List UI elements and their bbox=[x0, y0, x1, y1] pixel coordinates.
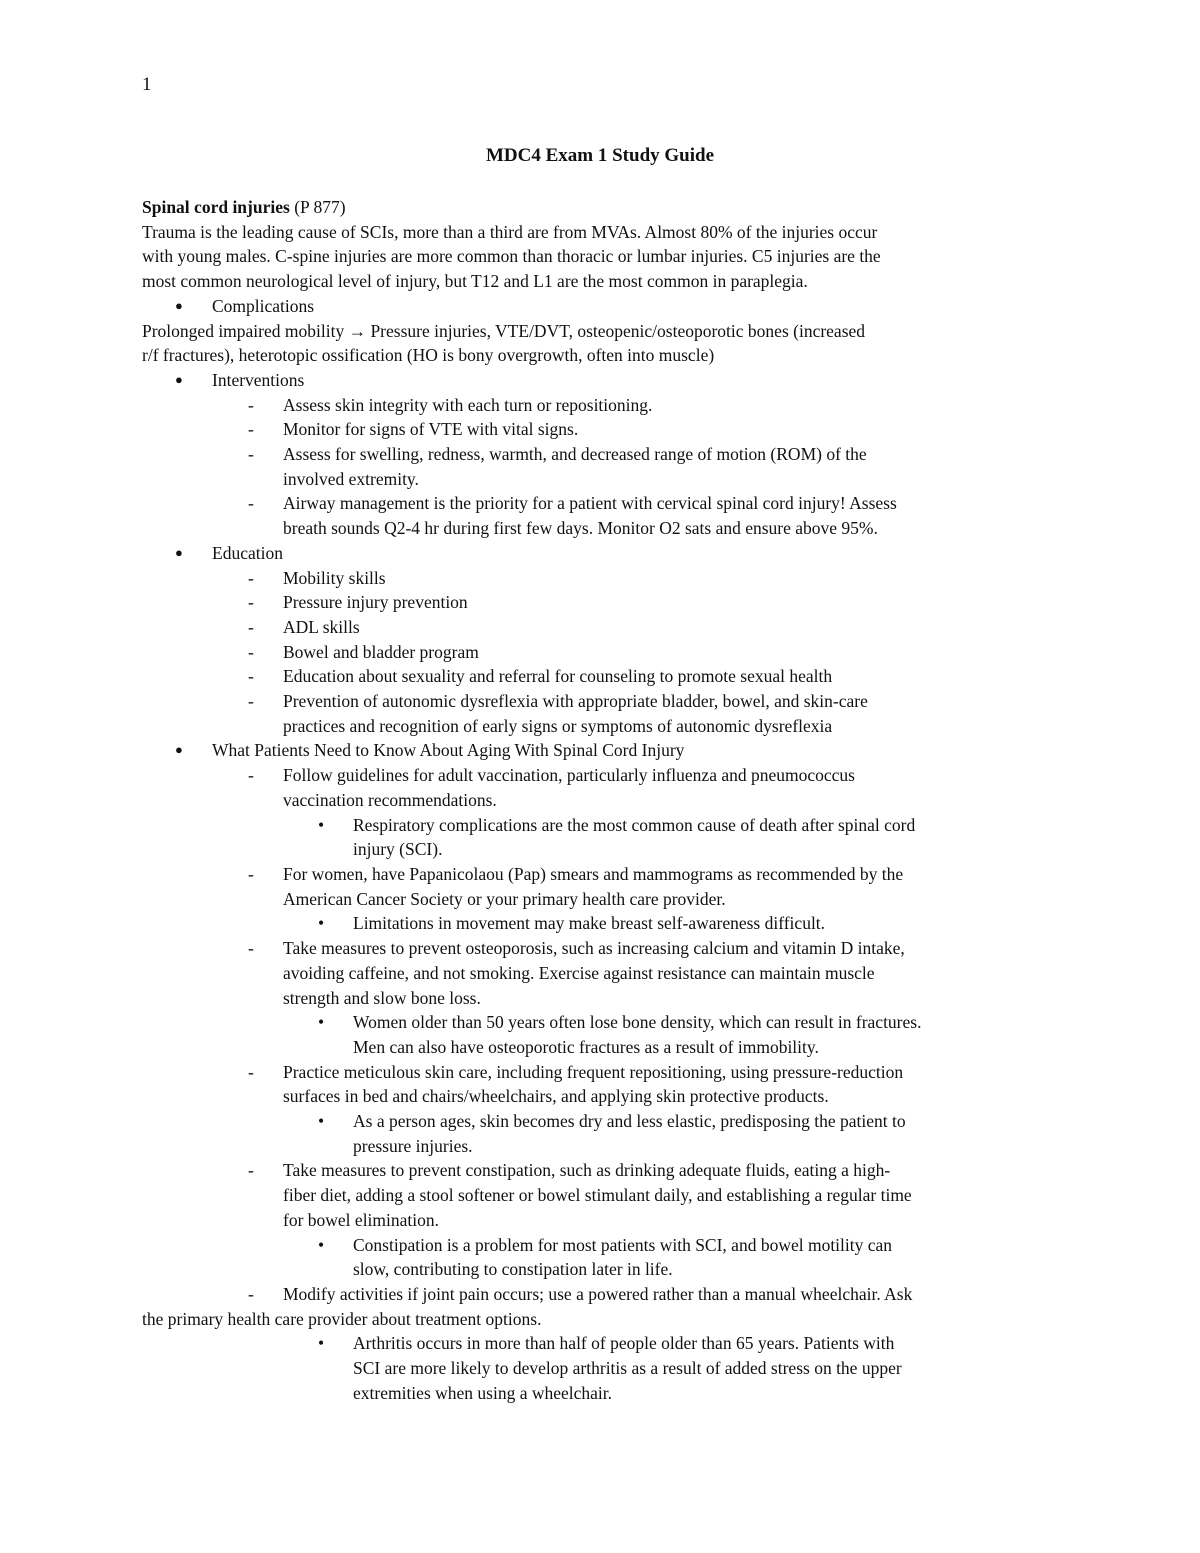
list-item-continuation: breath sounds Q2-4 hr during first few days. Monitor O2 sats and ensure above 95%. bbox=[283, 518, 878, 539]
list-item: - Modify activities if joint pain occurs; use a powered rather than a manual wheelchair. Ask bbox=[142, 1282, 1062, 1307]
dash-icon: - bbox=[248, 394, 254, 415]
list-item-continuation: vaccination recommendations. bbox=[283, 789, 497, 810]
complications-line: r/f fractures), heterotopic ossification (HO is bony overgrowth, often into muscle) bbox=[142, 345, 715, 366]
sub-bullet-icon: • bbox=[318, 1012, 325, 1033]
list-item: - For women, have Papanicolaou (Pap) smears and mammograms as recommended by the bbox=[142, 862, 1062, 887]
list-item: - Airway management is the priority for a patient with cervical spinal cord injury! Assess bbox=[142, 491, 1062, 516]
bullet-icon: ● bbox=[175, 544, 183, 560]
sub-bullet-icon: • bbox=[318, 913, 325, 934]
list-item-continuation: surfaces in bed and chairs/wheelchairs, and applying skin protective products. bbox=[283, 1086, 829, 1107]
sub-list-item: • As a person ages, skin becomes dry and less elastic, predisposing the patient to bbox=[142, 1109, 1062, 1134]
dash-icon: - bbox=[248, 691, 254, 712]
sub-bullet-icon: • bbox=[318, 814, 325, 835]
dash-icon: - bbox=[248, 1061, 254, 1082]
sub-list-item: • Constipation is a problem for most patients with SCI, and bowel motility can bbox=[142, 1233, 1062, 1258]
sub-list-item-continuation: extremities when using a wheelchair. bbox=[353, 1382, 613, 1403]
sub-bullet-icon: • bbox=[318, 1111, 325, 1132]
list-item-continuation: the primary health care provider about treatment options. bbox=[142, 1308, 542, 1329]
list-item: - Assess for swelling, redness, warmth, and decreased range of motion (ROM) of the bbox=[142, 442, 1062, 467]
list-item: - Follow guidelines for adult vaccination, particularly influenza and pneumococcus bbox=[142, 763, 1062, 788]
list-item: - Take measures to prevent constipation, such as drinking adequate fluids, eating a high- bbox=[142, 1158, 1062, 1183]
sub-bullet-icon: • bbox=[318, 1333, 325, 1354]
dash-icon: - bbox=[248, 666, 254, 687]
list-item: - ADL skills bbox=[142, 615, 1062, 640]
section-heading: Spinal cord injuries bbox=[142, 197, 290, 217]
sub-list-item-continuation: pressure injuries. bbox=[353, 1135, 473, 1156]
sub-list-item: • Women older than 50 years often lose bone density, which can result in fractures. bbox=[142, 1010, 1062, 1035]
bullet-icon: ● bbox=[175, 742, 183, 758]
dash-icon: - bbox=[248, 419, 254, 440]
bullet-education: ● Education bbox=[142, 541, 1062, 566]
list-item-continuation: involved extremity. bbox=[283, 468, 419, 489]
list-item-continuation: practices and recognition of early signs or symptoms of autonomic dysreflexia bbox=[283, 715, 833, 736]
list-item-continuation: avoiding caffeine, and not smoking. Exercise against resistance can maintain muscle bbox=[283, 962, 875, 983]
dash-icon: - bbox=[248, 765, 254, 786]
dash-icon: - bbox=[248, 1160, 254, 1181]
dash-icon: - bbox=[248, 567, 254, 588]
document-title: MDC4 Exam 1 Study Guide bbox=[485, 145, 715, 166]
section-heading-line bbox=[142, 195, 1062, 220]
dash-icon: - bbox=[248, 444, 254, 465]
list-item-continuation: American Cancer Society or your primary health care provider. bbox=[283, 888, 726, 909]
bullet-icon: ● bbox=[175, 371, 183, 387]
sub-list-item: • Respiratory complications are the most common cause of death after spinal cord bbox=[142, 813, 1062, 838]
bullet-aging: ● What Patients Need to Know About Aging With Spinal Cord Injury bbox=[142, 738, 1062, 763]
section-heading-ref: (P 877) bbox=[289, 197, 346, 217]
dash-icon: - bbox=[248, 863, 254, 884]
dash-icon: - bbox=[248, 938, 254, 959]
list-item: - Assess skin integrity with each turn or repositioning. bbox=[142, 393, 1062, 418]
bullet-complications: ● Complications bbox=[142, 294, 1062, 319]
document-body bbox=[142, 195, 1062, 1405]
intro-line: with young males. C-spine injuries are more common than thoracic or lumbar injuries. C5 injuries are the bbox=[142, 246, 881, 267]
list-item: - Pressure injury prevention bbox=[142, 590, 1062, 615]
list-item: - Mobility skills bbox=[142, 566, 1062, 591]
list-item-continuation: fiber diet, adding a stool softener or bowel stimulant daily, and establishing a regular time bbox=[283, 1185, 912, 1206]
page-number: 1 bbox=[142, 74, 152, 95]
list-item-continuation: strength and slow bone loss. bbox=[283, 987, 481, 1008]
list-item: - Practice meticulous skin care, including frequent repositioning, using pressure-reduction bbox=[142, 1060, 1062, 1085]
dash-icon: - bbox=[248, 641, 254, 662]
dash-icon: - bbox=[248, 493, 254, 514]
list-item: - Education about sexuality and referral for counseling to promote sexual health bbox=[142, 664, 1062, 689]
list-item: - Take measures to prevent osteoporosis, such as increasing calcium and vitamin D intake, bbox=[142, 936, 1062, 961]
dash-icon: - bbox=[248, 592, 254, 613]
sub-list-item-continuation: injury (SCI). bbox=[353, 839, 443, 860]
sub-bullet-icon: • bbox=[318, 1234, 325, 1255]
list-item-continuation: for bowel elimination. bbox=[283, 1209, 440, 1230]
sub-list-item-continuation: SCI are more likely to develop arthritis as a result of added stress on the upper bbox=[353, 1358, 902, 1379]
bullet-interventions: ● Interventions bbox=[142, 368, 1062, 393]
bullet-icon: ● bbox=[175, 297, 183, 313]
intro-line: most common neurological level of injury, but T12 and L1 are the most common in paraplegia. bbox=[142, 271, 808, 292]
sub-list-item: • Limitations in movement may make breast self-awareness difficult. bbox=[142, 911, 1062, 936]
complications-line: Prolonged impaired mobility → Pressure injuries, VTE/DVT, osteopenic/osteoporotic bones (increased bbox=[142, 320, 866, 341]
sub-list-item-continuation: Men can also have osteoporotic fractures as a result of immobility. bbox=[353, 1036, 819, 1057]
right-arrow-icon: → bbox=[348, 320, 367, 341]
list-item: - Prevention of autonomic dysreflexia with appropriate bladder, bowel, and skin-care bbox=[142, 689, 1062, 714]
sub-list-item-continuation: slow, contributing to constipation later in life. bbox=[353, 1259, 673, 1280]
sub-list-item: • Arthritis occurs in more than half of people older than 65 years. Patients with bbox=[142, 1331, 1062, 1356]
list-item: - Bowel and bladder program bbox=[142, 640, 1062, 665]
list-item: - Monitor for signs of VTE with vital signs. bbox=[142, 417, 1062, 442]
dash-icon: - bbox=[248, 616, 254, 637]
dash-icon: - bbox=[248, 1283, 254, 1304]
intro-line: Trauma is the leading cause of SCIs, more than a third are from MVAs. Almost 80% of the injuries occur bbox=[142, 221, 878, 242]
